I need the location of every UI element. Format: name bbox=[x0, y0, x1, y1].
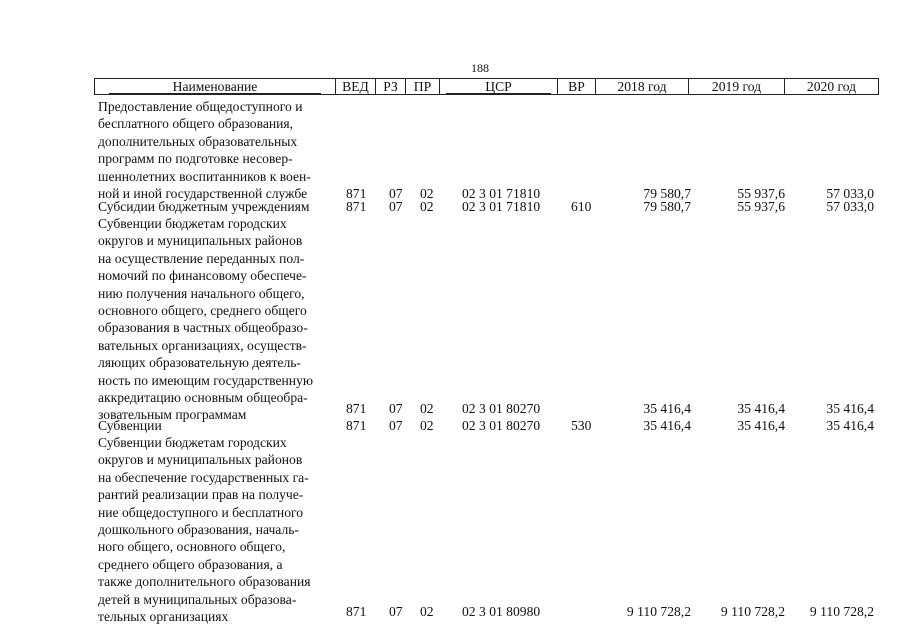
table-header bbox=[94, 78, 879, 95]
row-ved: 871 bbox=[346, 603, 367, 619]
row-name: Субвенции bbox=[98, 418, 162, 433]
row-name: Субсидии бюджетным учреждениям bbox=[98, 199, 310, 214]
row-2019: 55 937,6 bbox=[737, 198, 785, 214]
row-csr: 02 3 01 71810 bbox=[462, 185, 541, 201]
row-rz: 07 bbox=[389, 603, 403, 619]
row-pr: 02 bbox=[420, 603, 434, 619]
row-ved: 871 bbox=[346, 400, 367, 416]
header-2019: 2019 год bbox=[689, 79, 785, 94]
row-pr: 02 bbox=[420, 417, 434, 433]
row-name: Субвенции бюджетам городских округов и муниципальных районов на осуществление переданных пол- номочий по финансовому обеспече- нию получения начального общего, основного общего, среднего общего образования в частных общеобразо- вательных организациях, осуществ- ляющих образовательную деятель- ность по имеющим государственную аккредитацию основным общеобра- зовательным программам bbox=[98, 216, 314, 423]
table-row bbox=[0, 417, 905, 434]
row-2020: 57 033,0 bbox=[826, 198, 874, 214]
row-2018: 9 110 728,2 bbox=[626, 603, 691, 619]
row-pr: 02 bbox=[420, 400, 434, 416]
row-2020: 57 033,0 bbox=[826, 185, 874, 201]
row-csr: 02 3 01 80270 bbox=[462, 417, 541, 433]
row-rz: 07 bbox=[389, 185, 403, 201]
header-2018: 2018 год bbox=[596, 79, 689, 94]
row-pr: 02 bbox=[420, 185, 434, 201]
row-2019: 35 416,4 bbox=[737, 417, 785, 433]
row-rz: 07 bbox=[389, 198, 403, 214]
row-ved: 871 bbox=[346, 185, 367, 201]
row-2020: 35 416,4 bbox=[826, 400, 874, 416]
table-row bbox=[0, 215, 905, 423]
header-name: Наименование bbox=[95, 79, 336, 94]
table-row bbox=[0, 434, 905, 625]
row-2018: 35 416,4 bbox=[643, 417, 691, 433]
row-ved: 871 bbox=[346, 417, 367, 433]
row-2020: 35 416,4 bbox=[826, 417, 874, 433]
row-rz: 07 bbox=[389, 400, 403, 416]
table-row bbox=[0, 198, 905, 215]
row-csr: 02 3 01 80980 bbox=[462, 603, 541, 619]
row-pr: 02 bbox=[420, 198, 434, 214]
row-vr: 610 bbox=[571, 198, 592, 214]
row-2019: 35 416,4 bbox=[737, 400, 785, 416]
header-vr: ВР bbox=[558, 79, 596, 94]
table-row bbox=[0, 98, 905, 202]
header-2020: 2020 год bbox=[806, 79, 857, 94]
row-ved: 871 bbox=[346, 198, 367, 214]
row-2018: 35 416,4 bbox=[643, 400, 691, 416]
row-vr: 530 bbox=[571, 417, 592, 433]
header-ved: ВЕД bbox=[336, 79, 376, 94]
header-rz: РЗ bbox=[376, 79, 406, 94]
row-name: Субвенции бюджетам городских округов и муниципальных районов на обеспечение государственных га- рантий реализации прав на получе- ние общедоступного и бесплатного дошкольного образования, началь- ного общего, основного общего, среднего общего образования, а также дополнительного образования детей в муниципальных образова- тельных организациях bbox=[98, 435, 311, 625]
row-2018: 79 580,7 bbox=[643, 198, 691, 214]
row-rz: 07 bbox=[389, 417, 403, 433]
row-2019: 55 937,6 bbox=[737, 185, 785, 201]
row-csr: 02 3 01 71810 bbox=[462, 198, 541, 214]
row-name: Предоставление общедоступного и бесплатного общего образования, дополнительных образовательных программ по подготовке несовер- шеннолетних воспитанников к воен- ной и иной государственной службе bbox=[98, 99, 311, 202]
header-csr: ЦСР bbox=[440, 79, 558, 94]
row-csr: 02 3 01 80270 bbox=[462, 400, 541, 416]
row-2018: 79 580,7 bbox=[643, 185, 691, 201]
row-2019: 9 110 728,2 bbox=[720, 603, 785, 619]
header-pr: ПР bbox=[406, 79, 440, 94]
page-number: 188 bbox=[471, 61, 489, 75]
row-2020: 9 110 728,2 bbox=[809, 603, 874, 619]
